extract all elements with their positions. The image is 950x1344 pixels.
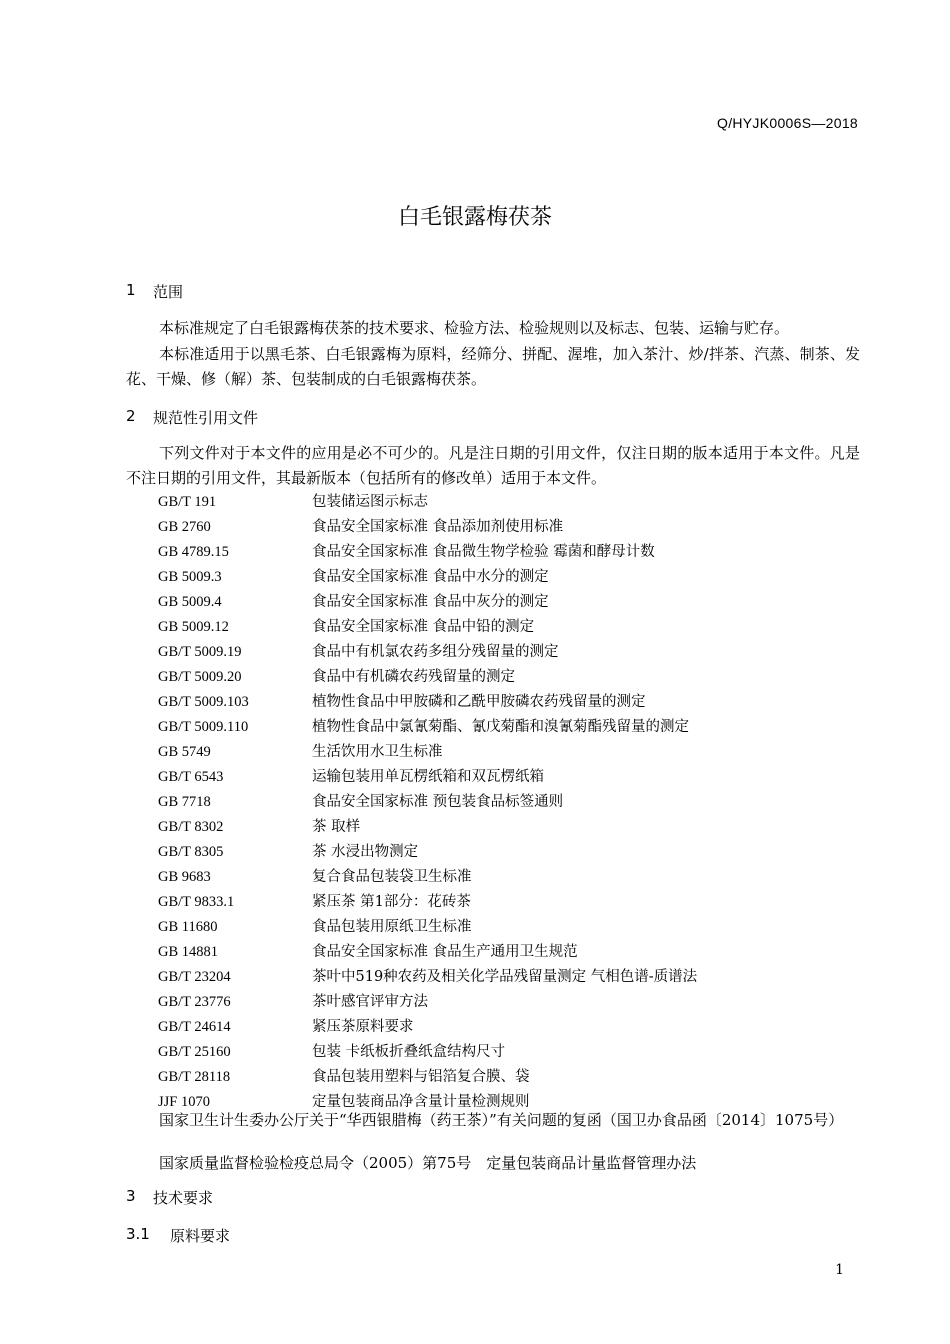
reference-title: 茶叶中519种农药及相关化学品残留量测定 气相色谱-质谱法 — [312, 969, 698, 985]
reference-title: 茶叶感官评审方法 — [312, 994, 428, 1010]
section-label: 原料要求 — [170, 1227, 231, 1245]
section-label: 技术要求 — [153, 1189, 214, 1207]
reference-code: GB/T 25160 — [158, 1044, 231, 1060]
reference-row — [158, 765, 858, 790]
section-3-heading — [126, 1187, 213, 1208]
reference-row — [158, 890, 858, 915]
reference-code: GB 2760 — [158, 519, 211, 535]
reference-title: 植物性食品中甲胺磷和乙酰甲胺磷农药残留量的测定 — [312, 694, 646, 710]
reference-code: GB/T 24614 — [158, 1019, 231, 1035]
reference-code: GB 5009.12 — [158, 619, 229, 635]
reference-row — [158, 790, 858, 815]
reference-code: GB 5009.3 — [158, 569, 222, 585]
reference-title: 食品安全国家标准 食品中水分的测定 — [312, 569, 549, 585]
reference-row — [158, 515, 858, 540]
reference-title: 运输包装用单瓦楞纸箱和双瓦楞纸箱 — [312, 769, 544, 785]
reference-row — [158, 965, 858, 990]
scope-paragraph-2: 本标准适用于以黑毛茶、白毛银露梅为原料，经筛分、拼配、渥堆，加入茶汁、炒/拌茶、汽蒸、制茶、发花、干燥、修（解）茶、包装制成的白毛银露梅茯茶。 — [126, 345, 860, 388]
section-number: 3 — [126, 1187, 136, 1205]
page-number: 1 — [835, 1262, 844, 1278]
reference-row — [158, 540, 858, 565]
reference-code: GB/T 9833.1 — [158, 894, 235, 910]
reference-title: 食品安全国家标准 食品生产通用卫生规范 — [312, 944, 578, 960]
reference-code: GB/T 5009.103 — [158, 694, 249, 710]
reference-row — [158, 915, 858, 940]
reference-title: 食品安全国家标准 食品微生物学检验 霉菌和酵母计数 — [312, 544, 655, 560]
reference-title: 生活饮用水卫生标准 — [312, 744, 443, 760]
reference-code: GB/T 5009.110 — [158, 719, 249, 735]
document-code: Q/HYJK0006S—2018 — [717, 115, 858, 131]
extra-reference-1: 国家卫生计生委办公厅关于“华西银腊梅（药王茶）”有关问题的复函（国卫办食品函〔2014〕1075号） — [159, 1111, 844, 1129]
reference-title: 食品安全国家标准 预包装食品标签通则 — [312, 794, 564, 810]
reference-row — [158, 640, 858, 665]
reference-row — [158, 740, 858, 765]
reference-code: GB/T 5009.20 — [158, 669, 242, 685]
reference-row — [158, 865, 858, 890]
reference-row — [158, 1015, 858, 1040]
reference-code: GB/T 5009.19 — [158, 644, 242, 660]
reference-code: GB 5009.4 — [158, 594, 222, 610]
section-3-1-heading — [126, 1225, 230, 1246]
reference-row — [158, 715, 858, 740]
reference-row — [158, 1040, 858, 1065]
reference-title: 茶 水浸出物测定 — [312, 844, 419, 860]
reference-code: GB 14881 — [158, 944, 219, 960]
reference-title: 紧压茶 第1部分：花砖茶 — [312, 894, 471, 910]
reference-code: GB 11680 — [158, 919, 218, 935]
reference-row — [158, 690, 858, 715]
reference-row — [158, 840, 858, 865]
normative-intro: 下列文件对于本文件的应用是必不可少的。凡是注日期的引用文件，仅注日期的版本适用于本文件。凡是不注日期的引用文件，其最新版本（包括所有的修改单）适用于本文件。 — [126, 444, 860, 487]
reference-row — [158, 940, 858, 965]
scope-paragraph-1: 本标准规定了白毛银露梅茯茶的技术要求、检验方法、检验规则以及标志、包装、运输与贮存。 — [159, 319, 790, 337]
reference-row — [158, 990, 858, 1015]
reference-row — [158, 815, 858, 840]
reference-row — [158, 590, 858, 615]
reference-title: 紧压茶原料要求 — [312, 1019, 414, 1035]
reference-code: JJF 1070 — [158, 1094, 210, 1110]
reference-title: 食品中有机氯农药多组分残留量的测定 — [312, 644, 559, 660]
reference-code: GB/T 6543 — [158, 769, 224, 785]
section-label: 规范性引用文件 — [153, 409, 259, 427]
reference-code: GB 9683 — [158, 869, 211, 885]
section-label: 范围 — [153, 283, 184, 301]
reference-code: GB/T 28118 — [158, 1069, 231, 1085]
reference-code: GB/T 23776 — [158, 994, 231, 1010]
reference-title: 复合食品包装袋卫生标准 — [312, 869, 472, 885]
reference-title: 包装储运图示标志 — [312, 494, 428, 510]
reference-row — [158, 665, 858, 690]
section-number: 1 — [126, 281, 136, 299]
section-2-heading — [126, 407, 258, 428]
reference-row — [158, 565, 858, 590]
reference-title: 植物性食品中氯氰菊酯、氰戊菊酯和溴氰菊酯残留量的测定 — [312, 719, 689, 735]
reference-row — [158, 490, 858, 515]
section-number: 3.1 — [126, 1225, 150, 1243]
reference-code: GB/T 23204 — [158, 969, 231, 985]
reference-row — [158, 615, 858, 640]
document-title: 白毛银露梅茯茶 — [397, 205, 552, 230]
reference-code: GB/T 8305 — [158, 844, 224, 860]
section-1-heading — [126, 281, 183, 302]
reference-title: 食品包装用塑料与铝箔复合膜、袋 — [312, 1069, 530, 1085]
reference-title: 食品安全国家标准 食品中灰分的测定 — [312, 594, 549, 610]
reference-title: 包装 卡纸板折叠纸盒结构尺寸 — [312, 1044, 506, 1060]
reference-code: GB/T 191 — [158, 494, 217, 510]
reference-title: 食品中有机磷农药残留量的测定 — [312, 669, 515, 685]
reference-title: 食品包装用原纸卫生标准 — [312, 919, 472, 935]
extra-reference-2: 国家质量监督检验检疫总局令（2005）第75号 定量包装商品计量监督管理办法 — [159, 1154, 697, 1172]
section-number: 2 — [126, 407, 136, 425]
reference-title: 茶 取样 — [312, 819, 361, 835]
reference-code: GB/T 8302 — [158, 819, 224, 835]
reference-title: 食品安全国家标准 食品添加剂使用标准 — [312, 519, 564, 535]
reference-title: 定量包装商品净含量计量检测规则 — [312, 1094, 530, 1110]
reference-list — [158, 490, 858, 1115]
reference-code: GB 5749 — [158, 744, 211, 760]
reference-code: GB 4789.15 — [158, 544, 229, 560]
reference-code: GB 7718 — [158, 794, 211, 810]
reference-row — [158, 1065, 858, 1090]
reference-title: 食品安全国家标准 食品中铅的测定 — [312, 619, 535, 635]
